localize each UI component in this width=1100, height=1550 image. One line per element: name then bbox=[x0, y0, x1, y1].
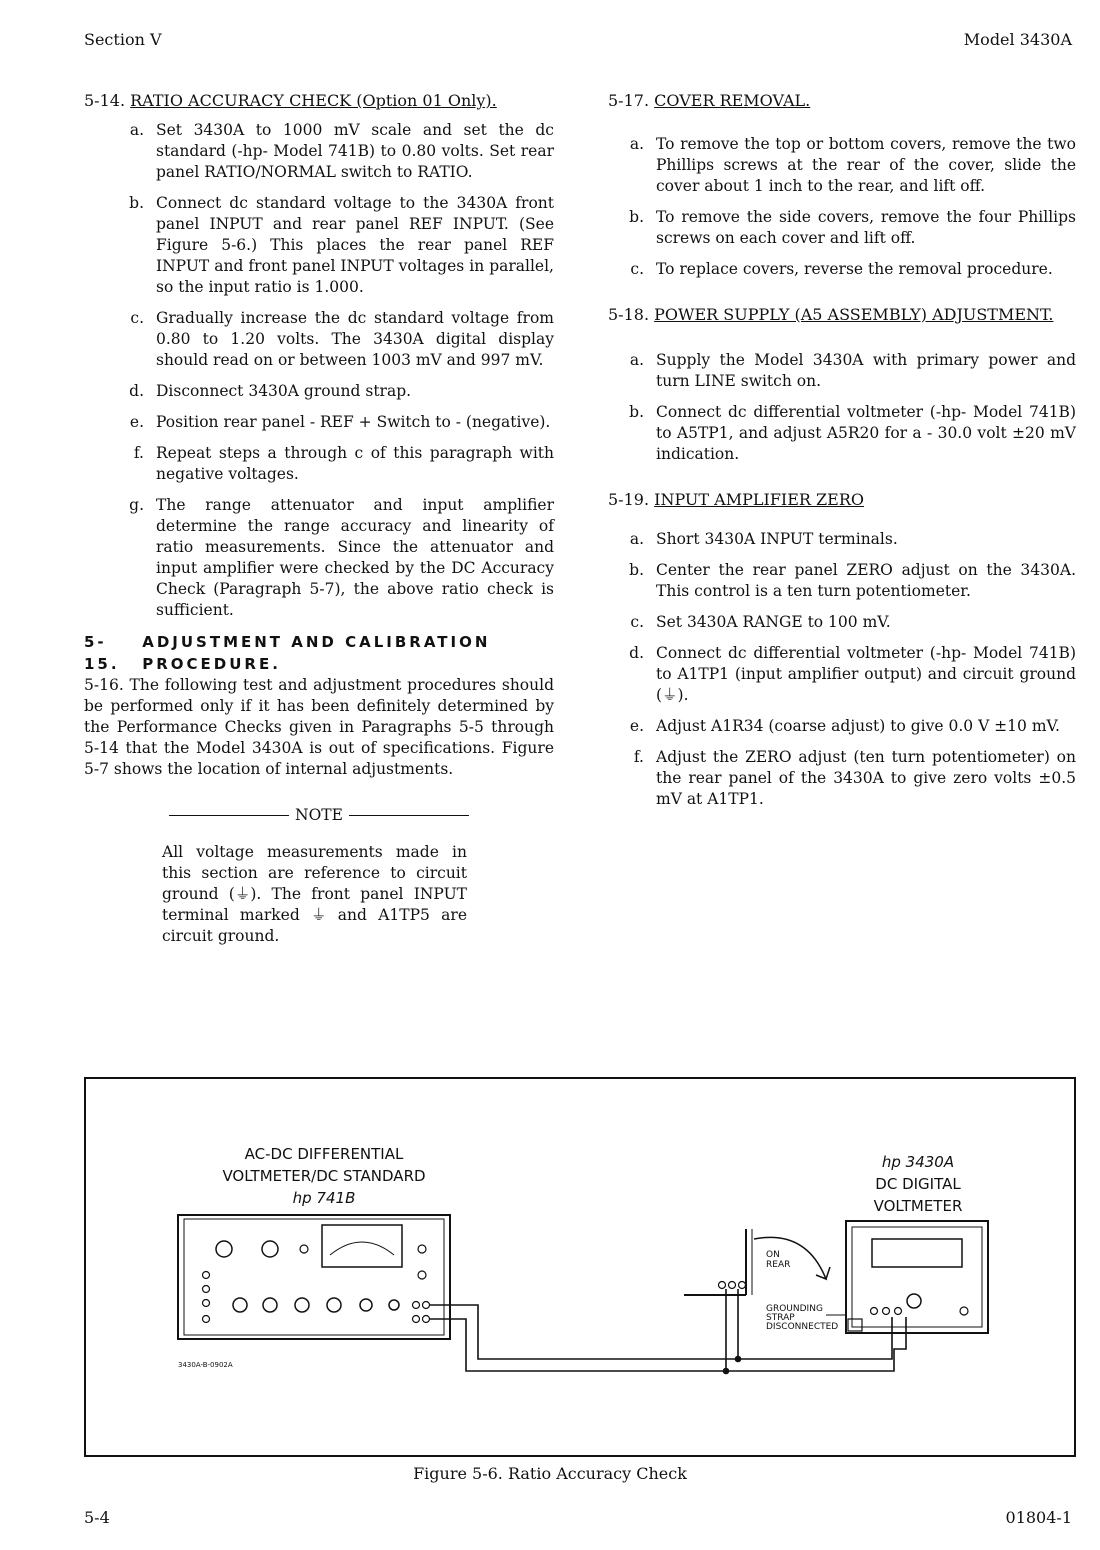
step-text: To remove the top or bottom covers, remove the two Phillips screws at the rear of the cover, slide the cover about 1 inch to the rear, and lift off. bbox=[656, 135, 1076, 195]
right-column bbox=[608, 90, 1076, 820]
model-header: Model 3430A bbox=[963, 30, 1072, 49]
terminal-icon bbox=[871, 1308, 878, 1315]
terminal-icon bbox=[895, 1308, 902, 1315]
paragraph-5-16: 5-16. The following test and adjustment procedures should be performed only if it has been definitely determined by the Performance Checks given in Paragraphs 5-5 through 5-14 that the Model 3430A is out of specifications. Figure 5-7 shows the location of internal adjustments. bbox=[84, 676, 554, 778]
step-text: Center the rear panel ZERO adjust on the 3430A. This control is a ten turn potentiometer. bbox=[656, 561, 1076, 600]
ratio-check-diagram bbox=[86, 1079, 1074, 1455]
step-text: To remove the side covers, remove the four Phillips screws on each cover and lift off. bbox=[656, 208, 1076, 247]
step-label: c. bbox=[630, 260, 644, 278]
hp-3430a-instrument bbox=[684, 1221, 988, 1333]
terminal-icon bbox=[300, 1245, 308, 1253]
step-item bbox=[608, 643, 1076, 706]
step-item bbox=[608, 350, 1076, 392]
ref-input-terminal-icon bbox=[739, 1282, 746, 1289]
step-item bbox=[608, 259, 1076, 280]
step-text: Supply the Model 3430A with primary power and turn LINE switch on. bbox=[656, 351, 1076, 390]
step-text: Disconnect 3430A ground strap. bbox=[156, 382, 412, 400]
ref-input-terminal-icon bbox=[719, 1282, 726, 1289]
section-5-15-title bbox=[84, 631, 554, 675]
section-5-17-title bbox=[608, 90, 1076, 112]
ground-strap bbox=[848, 1319, 862, 1331]
terminal-icon bbox=[413, 1316, 420, 1323]
step-text: Set 3430A to 1000 mV scale and set the dc standard (-hp- Model 741B) to 0.80 volts. Set rear panel RATIO/NORMAL switch to RATIO. bbox=[156, 121, 554, 181]
strap-label-3: DISCONNECTED bbox=[766, 1322, 839, 1332]
dial-icon bbox=[295, 1298, 309, 1312]
terminal-icon bbox=[418, 1245, 426, 1253]
section-header: Section V bbox=[84, 30, 162, 49]
step-item bbox=[84, 495, 554, 621]
left-instrument-label-3: hp 741B bbox=[292, 1189, 356, 1207]
section-heading: POWER SUPPLY (A5 ASSEMBLY) ADJUSTMENT. bbox=[654, 305, 1054, 324]
step-label: g. bbox=[129, 496, 144, 514]
dial-icon bbox=[233, 1298, 247, 1312]
figure-caption: Figure 5-6. Ratio Accuracy Check bbox=[413, 1464, 687, 1483]
analog-meter bbox=[322, 1225, 402, 1267]
right-instrument-label-2: DC DIGITAL bbox=[875, 1175, 961, 1193]
amplifier-zero-steps bbox=[608, 529, 1076, 810]
arrow-label-1: ON bbox=[766, 1250, 780, 1260]
left-instrument-label-1: AC-DC DIFFERENTIAL bbox=[244, 1145, 404, 1163]
terminal-icon bbox=[203, 1300, 210, 1307]
step-text: Connect dc standard voltage to the 3430A front panel INPUT and rear panel REF INPUT. (See Figure 5-6.) This places the rear panel REF INPUT and front panel INPUT voltages in parallel, so the input ratio is 1.000. bbox=[156, 194, 554, 296]
note-label: NOTE bbox=[295, 806, 343, 824]
step-text: To replace covers, reverse the removal procedure. bbox=[656, 260, 1053, 278]
step-label: a. bbox=[129, 121, 144, 139]
step-item bbox=[608, 747, 1076, 810]
step-item bbox=[608, 560, 1076, 602]
terminal-icon bbox=[413, 1302, 420, 1309]
left-instrument-label-2: VOLTMETER/DC STANDARD bbox=[222, 1167, 426, 1185]
cover-removal-steps bbox=[608, 134, 1076, 280]
step-item bbox=[608, 207, 1076, 249]
section-heading: RATIO ACCURACY CHECK (Option 01 Only). bbox=[130, 91, 497, 110]
terminal-icon bbox=[883, 1308, 890, 1315]
section-number: 5-19. bbox=[608, 490, 650, 509]
step-label: c. bbox=[130, 309, 144, 327]
arrow-label-2: REAR bbox=[766, 1260, 791, 1270]
section-heading: ADJUSTMENT AND CALIBRATION PROCEDURE. bbox=[142, 633, 491, 673]
section-number: 5-14. bbox=[84, 91, 126, 110]
step-label: d. bbox=[129, 382, 144, 400]
knob-icon bbox=[262, 1241, 278, 1257]
step-text: Repeat steps a through c of this paragraph with negative voltages. bbox=[156, 444, 554, 483]
step-text: Position rear panel - REF + Switch to - (negative). bbox=[156, 413, 551, 431]
step-text: Connect dc differential voltmeter (-hp- Model 741B) to A1TP1 (input amplifier output) and circuit ground (⏚). bbox=[656, 644, 1076, 704]
terminal-icon bbox=[423, 1316, 430, 1323]
note-heading bbox=[84, 806, 554, 824]
divider bbox=[169, 815, 289, 816]
step-text: Adjust A1R34 (coarse adjust) to give 0.0 V ±10 mV. bbox=[656, 717, 1060, 735]
divider bbox=[349, 815, 469, 816]
dial-icon bbox=[263, 1298, 277, 1312]
step-text: Gradually increase the dc standard voltage from 0.80 to 1.20 volts. The 3430A digital display should read on or between 1003 mV and 997 mV. bbox=[156, 309, 554, 369]
step-item bbox=[84, 443, 554, 485]
step-label: a. bbox=[629, 135, 644, 153]
step-item bbox=[608, 529, 1076, 550]
step-label: f. bbox=[633, 748, 644, 766]
power-supply-steps bbox=[608, 350, 1076, 465]
step-label: b. bbox=[629, 561, 644, 579]
section-number: 5-18. bbox=[608, 305, 650, 324]
dial-icon bbox=[360, 1299, 372, 1311]
section-number: 5-15. bbox=[84, 633, 120, 673]
knob-icon bbox=[216, 1241, 232, 1257]
step-item bbox=[84, 381, 554, 402]
right-instrument-label-3: VOLTMETER bbox=[873, 1197, 963, 1215]
ref-input-terminal-icon bbox=[729, 1282, 736, 1289]
step-label: d. bbox=[629, 644, 644, 662]
digital-display bbox=[872, 1239, 962, 1267]
step-item bbox=[84, 120, 554, 183]
meter-scale bbox=[330, 1242, 394, 1255]
terminal-icon bbox=[423, 1302, 430, 1309]
figure-5-6 bbox=[84, 1077, 1076, 1457]
step-item bbox=[84, 412, 554, 433]
step-text: Connect dc differential voltmeter (-hp- Model 741B) to A5TP1, and adjust A5R20 for a - 30.0 volt ±20 mV indication. bbox=[656, 403, 1076, 463]
terminal-icon bbox=[960, 1307, 968, 1315]
step-label: c. bbox=[630, 613, 644, 631]
document-number: 01804-1 bbox=[1005, 1508, 1072, 1527]
note-text: All voltage measurements made in this section are reference to circuit ground (⏚). The front panel INPUT terminal marked ⏚ and A1TP5 are circuit ground. bbox=[162, 843, 467, 945]
strap-label-2: STRAP bbox=[766, 1313, 795, 1323]
step-text: Set 3430A RANGE to 100 mV. bbox=[656, 613, 891, 631]
step-label: f. bbox=[133, 444, 144, 462]
right-instrument-label-1: hp 3430A bbox=[881, 1153, 955, 1171]
step-item bbox=[84, 308, 554, 371]
page-number: 5-4 bbox=[84, 1508, 110, 1527]
step-text: The range attenuator and input amplifier determine the range accuracy and linearity of ratio measurements. Since the attenuator and input amplifier were checked by the DC Accuracy Check (Paragraph 5-7), the above ratio check is sufficient. bbox=[156, 496, 554, 619]
step-label: b. bbox=[629, 403, 644, 421]
step-label: b. bbox=[129, 194, 144, 212]
section-5-14-title bbox=[84, 90, 554, 112]
strap-label-1: GROUNDING bbox=[766, 1304, 823, 1314]
section-5-18-title bbox=[608, 304, 1068, 326]
terminal-icon bbox=[203, 1316, 210, 1323]
section-5-19-title bbox=[608, 489, 1076, 511]
step-label: a. bbox=[629, 351, 644, 369]
terminal-icon bbox=[418, 1271, 426, 1279]
step-label: b. bbox=[629, 208, 644, 226]
terminal-icon bbox=[203, 1272, 210, 1279]
step-item bbox=[608, 134, 1076, 197]
section-number: 5-17. bbox=[608, 91, 650, 110]
step-item bbox=[608, 402, 1076, 465]
step-label: e. bbox=[129, 413, 144, 431]
step-label: a. bbox=[629, 530, 644, 548]
section-heading: COVER REMOVAL. bbox=[654, 91, 811, 110]
step-label: e. bbox=[629, 717, 644, 735]
step-item bbox=[608, 716, 1076, 737]
hp-741b-instrument bbox=[178, 1215, 450, 1339]
step-item bbox=[608, 612, 1076, 633]
dial-icon bbox=[327, 1298, 341, 1312]
step-text: Adjust the ZERO adjust (ten turn potentiometer) on the rear panel of the 3430A to give zero volts ±0.5 mV at A1TP1. bbox=[656, 748, 1076, 808]
ratio-check-steps bbox=[84, 120, 554, 621]
step-item bbox=[84, 193, 554, 298]
left-column bbox=[84, 90, 554, 947]
knob-icon bbox=[907, 1294, 921, 1308]
drawing-number: 3430A-B-0902A bbox=[178, 1361, 233, 1369]
section-heading: INPUT AMPLIFIER ZERO bbox=[654, 490, 865, 509]
dial-icon bbox=[389, 1300, 399, 1310]
terminal-icon bbox=[203, 1286, 210, 1293]
step-text: Short 3430A INPUT terminals. bbox=[656, 530, 898, 548]
